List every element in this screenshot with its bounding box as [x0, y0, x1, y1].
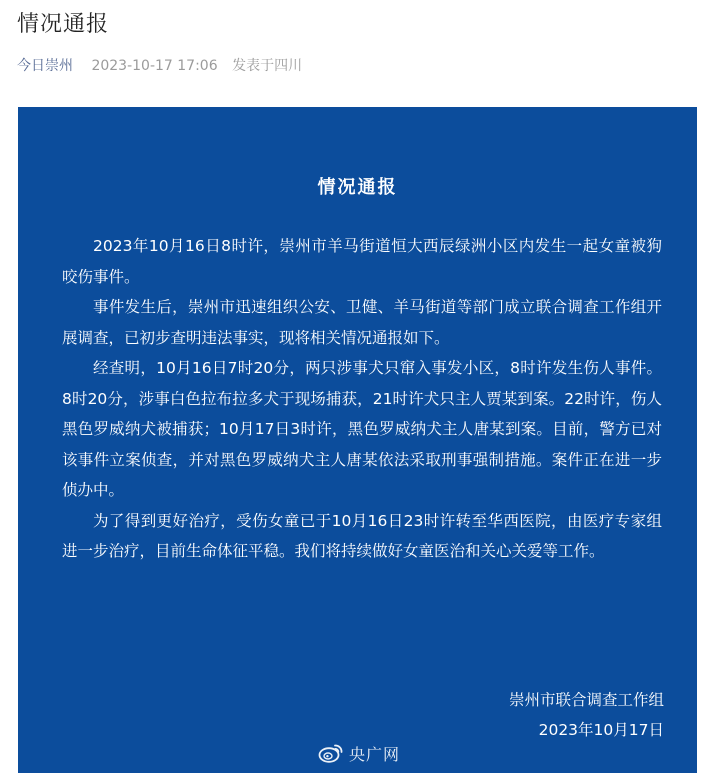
watermark-text: 央广网 — [349, 744, 401, 764]
signature-date: 2023年10月17日 — [538, 721, 664, 739]
source-watermark — [318, 739, 400, 767]
notice-paragraph: 为了得到更好治疗，受伤女童已于10月16日23时许转至华西医院，由医疗专家组进一步治疗，目前生命体征平稳。我们将持续做好女童医治和关心关爱等工作。 — [62, 511, 662, 560]
notice-paragraph: 事件发生后，崇州市迅速组织公安、卫健、羊马街道等部门成立联合调查工作组开展调查，已初步查明违法事实，现将相关情况通报如下。 — [62, 298, 662, 347]
notice-signature — [509, 685, 664, 745]
article-title: 情况通报 — [17, 12, 110, 37]
notice-paragraph: 经查明，10月16日7时20分，两只涉事犬只窜入事发小区，8时许发生伤人事件。8时20分，涉事白色拉布拉多犬于现场捕获，21时许犬只主人贾某到案。22时许，伤人黑色罗威纳犬被捕获；10月17日3时许，黑色罗威纳犬主人唐某到案。目前，警方已对该事件立案侦查，并对黑色罗威纳犬主人唐某依法采取刑事强制措施。案件正在进一步侦办中。 — [62, 359, 662, 499]
publish-time: 2023-10-17 17:06 — [91, 58, 218, 74]
publish-location: 发表于四川 — [232, 58, 303, 74]
notice-image[interactable] — [18, 107, 697, 773]
notice-body — [62, 231, 662, 567]
account-name-link[interactable]: 今日崇州 — [17, 58, 73, 74]
weibo-icon — [318, 742, 344, 764]
article-meta — [17, 56, 302, 76]
notice-paragraph: 2023年10月16日8时许，崇州市羊马街道恒大西辰绿洲小区内发生一起女童被狗咬伤事件。 — [62, 237, 662, 286]
notice-title: 情况通报 — [317, 177, 398, 198]
signature-org: 崇州市联合调查工作组 — [508, 691, 664, 709]
